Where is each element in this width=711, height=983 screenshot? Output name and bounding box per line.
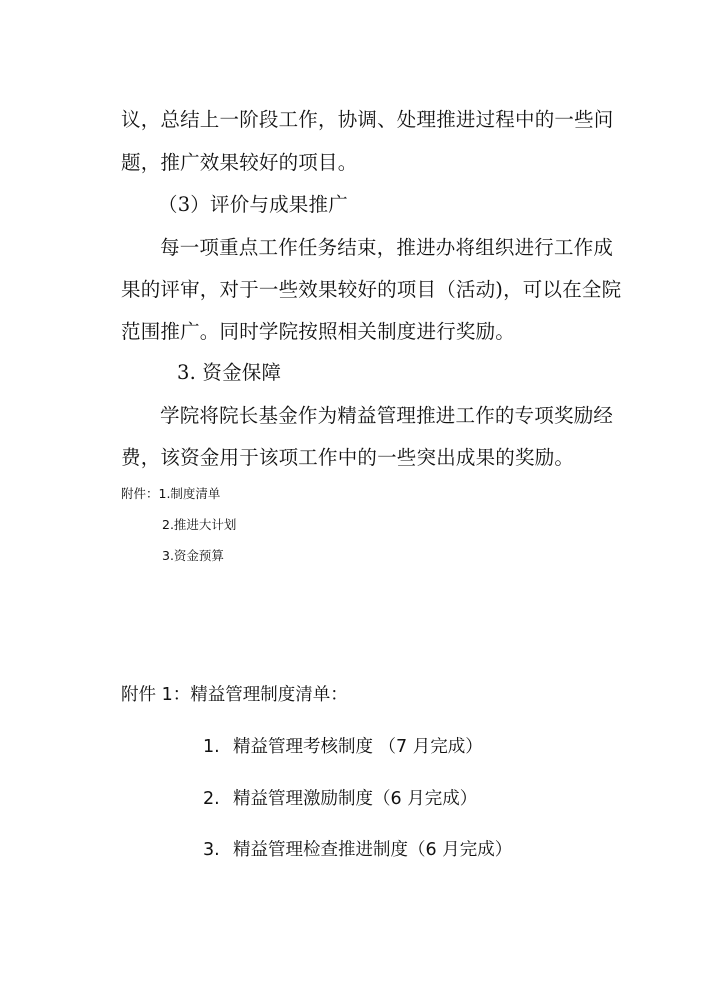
list-item bbox=[203, 836, 512, 861]
paragraph-line: 费，该资金用于该项工作中的一些突出成果的奖励。 bbox=[121, 446, 575, 469]
attachment-item: 3.资金预算 bbox=[162, 548, 224, 563]
paragraph-line: 范围推广。同时学院按照相关制度进行奖励。 bbox=[121, 320, 516, 343]
list-text: 精益管理检查推进制度（6 月完成） bbox=[233, 840, 513, 860]
list-item bbox=[203, 785, 477, 810]
list-number: 3. bbox=[203, 840, 220, 860]
section-heading: 3. 资金保障 bbox=[177, 361, 282, 384]
list-text: 精益管理激励制度（6 月完成） bbox=[233, 789, 478, 809]
attachment-label: 附件：1.制度清单 bbox=[121, 486, 221, 501]
section-heading: （3）评价与成果推广 bbox=[158, 193, 348, 216]
appendix-title: 附件 1：精益管理制度清单： bbox=[121, 685, 348, 705]
paragraph-line: 果的评审，对于一些效果较好的项目（活动)，可以在全院 bbox=[121, 278, 622, 301]
list-text: 精益管理考核制度 （7 月完成） bbox=[233, 737, 483, 757]
paragraph-line: 每一项重点工作任务结束，推进办将组织进行工作成 bbox=[160, 236, 614, 259]
paragraph-line: 题，推广效果较好的项目。 bbox=[121, 151, 358, 174]
list-number: 2. bbox=[203, 789, 220, 809]
list-number: 1. bbox=[203, 737, 220, 757]
paragraph-line: 议，总结上一阶段工作，协调、处理推进过程中的一些问 bbox=[121, 108, 614, 131]
attachment-item: 2.推进大计划 bbox=[162, 517, 237, 532]
paragraph-line: 学院将院长基金作为精益管理推进工作的专项奖励经 bbox=[160, 404, 614, 427]
list-item bbox=[203, 733, 483, 758]
